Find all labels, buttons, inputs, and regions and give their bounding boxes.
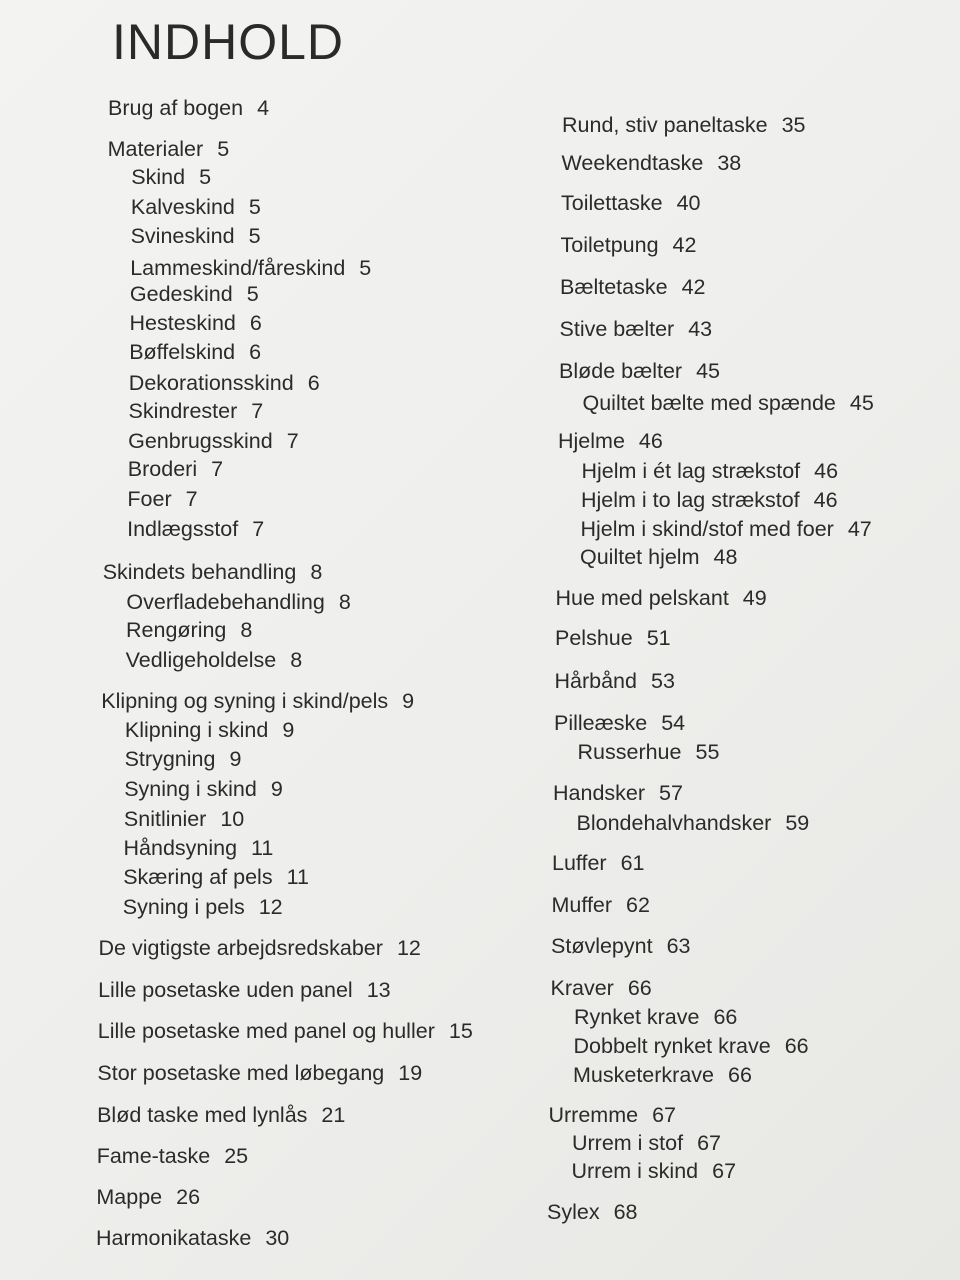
toc-page-number: 46 [814,459,839,483]
toc-entry-title: Quiltet bælte med spænde [582,391,836,415]
toc-entry-title: Hjelm i to lag strækstof [581,488,800,512]
toc-page-number: 25 [224,1144,249,1168]
toc-entry-title: Genbrugsskind [128,429,273,453]
toc-entry-title: Overfladebehandling [126,590,325,614]
toc-page-number: 42 [672,233,697,257]
toc-page-number: 57 [659,781,683,805]
toc-entry-title: Snitlinier [123,807,207,831]
toc-entry [561,232,697,258]
toc-entry [560,274,705,300]
toc-page-number: 67 [652,1103,677,1127]
toc-entry-title: Rund, stiv paneltaske [562,113,768,137]
toc-page-number: 45 [849,391,874,415]
toc-entry-title: Håndsyning [123,836,238,860]
toc-entry-title: Hårbånd [554,669,637,693]
toc-entry-title: De vigtigste arbejdsredskaber [98,936,383,960]
toc-page-number: 5 [248,195,261,219]
toc-entry [551,975,652,1001]
toc-entry [556,585,767,611]
toc-entry-title: Hjelm i ét lag strækstof [581,459,801,483]
toc-entry-title: Skind [131,165,186,189]
toc-page-number: 63 [666,934,691,958]
toc-entry-title: Dekorationsskind [128,371,294,395]
toc-entry-title: Handsker [553,781,646,805]
toc-entry-title: Fame-taske [96,1144,211,1168]
toc-page-number: 42 [681,275,706,299]
toc-entry-title: Foer [127,487,172,511]
toc-page-number: 55 [695,740,720,764]
toc-entry-title: Muffer [551,893,613,917]
toc-entry [555,668,675,694]
toc-page-number: 66 [627,976,652,1000]
toc-entry [558,428,663,454]
toc-entry [547,1199,638,1225]
toc-entry-title: Urremme [548,1103,639,1127]
toc-entry-title: Skindrester [128,399,238,423]
toc-page-number: 12 [396,936,421,960]
toc-subentry [572,1130,721,1156]
toc-page-number: 12 [258,895,283,919]
toc-entry [555,625,671,651]
toc-subentry [574,1004,737,1030]
toc-page-number: 26 [176,1185,201,1209]
toc-page-number: 4 [257,96,270,120]
toc-page-number: 49 [742,586,767,610]
toc-entry-title: Skindets behandling [102,560,297,584]
toc-subentry [581,487,838,513]
toc-page-number: 8 [290,648,303,672]
toc-page-number: 21 [321,1103,346,1127]
toc-page-number: 19 [398,1061,423,1085]
toc-page-number: 5 [217,137,230,161]
toc-page-number: 61 [620,851,645,875]
toc-entry-title: Klipning og syning i skind/pels [101,689,389,713]
toc-page-number: 6 [249,340,262,364]
toc-entry-title: Skæring af pels [123,865,273,889]
toc-page-number: 53 [650,669,675,693]
toc-page-number: 66 [784,1034,809,1058]
toc-page-number: 10 [220,807,245,831]
toc-entry [559,358,720,384]
toc-subentry [572,1158,737,1184]
toc-entry [562,112,805,138]
toc-entry-title: Stive bælter [559,317,675,341]
toc-entry-title: Rengøring [126,618,227,642]
toc-entry-title: Pelshue [555,626,633,650]
toc-entry-title: Hue med pelskant [555,586,729,610]
toc-entry-title: Kraver [550,976,614,1000]
toc-entry [560,316,713,342]
toc-page-number: 5 [246,282,259,306]
toc-entry-title: Materialer [107,137,204,161]
toc-page-number: 66 [728,1063,752,1087]
toc-page-number: 8 [338,590,351,614]
toc-entry-title: Sylex [547,1200,600,1224]
toc-page-number: 5 [248,224,261,248]
toc-page-number: 9 [282,718,295,742]
toc-entry-title: Syning i skind [124,777,257,801]
toc-entry-title: Russerhue [577,740,682,764]
toc-page-number: 8 [240,618,253,642]
toc-page-number: 9 [402,689,415,713]
toc-page-number: 46 [638,429,663,453]
toc-entry [554,710,685,736]
toc-entry-title: Lille posetaske med panel og huller [97,1019,435,1043]
toc-page-number: 51 [646,626,671,650]
toc-entry-title: Toilettaske [561,191,663,215]
toc-entry-title: Blondehalvhandsker [576,811,772,835]
toc-entry-title: Støvlepynt [551,934,653,958]
toc-page-number: 5 [199,165,212,189]
toc-page-number: 66 [713,1005,738,1029]
toc-page-number: 67 [712,1159,737,1183]
toc-entry-title: Bløde bælter [559,359,683,383]
toc-subentry [580,544,737,570]
toc-entry-title: Svineskind [130,224,235,248]
toc-page-number: 54 [661,711,686,735]
toc-subentry [582,458,839,484]
toc-entry-title: Weekendtaske [561,151,704,175]
toc-subentry [574,1033,809,1059]
toc-entry-title: Urrem i stof [572,1131,684,1155]
toc-entry-title: Lammeskind/fåreskind [130,256,346,280]
toc-page-number: 15 [448,1019,473,1043]
toc-entry-title: Broderi [127,457,198,481]
toc-page-number: 46 [813,488,838,512]
toc-entry [552,850,645,876]
toc-entry-title: Lille posetaske uden panel [98,978,353,1002]
toc-entry-title: Harmonikataske [96,1226,252,1250]
toc-entry-title: Brug af bogen [108,96,244,120]
toc-page-number: 7 [252,517,265,541]
toc-entry-title: Syning i pels [122,895,245,919]
toc-page-number: 13 [366,978,391,1002]
toc-entry [561,190,701,216]
toc-page-number: 5 [359,256,372,280]
toc-entry-title: Dobbelt rynket krave [573,1034,771,1058]
toc-page-number: 59 [785,811,810,835]
toc-page-number: 7 [251,399,264,423]
toc-subentry [583,390,874,416]
toc-entry-title: Bøffelskind [129,340,236,364]
toc-page-number: 7 [211,457,224,481]
toc-entry-title: Musketerkrave [573,1063,714,1087]
toc-page-number: 48 [713,545,738,569]
toc-subentry [578,739,720,765]
toc-entry [551,933,691,959]
toc-page-number: 11 [251,836,274,860]
toc-entry-title: Kalveskind [130,195,235,219]
toc-subentry [581,516,872,542]
toc-entry-title: Stor posetaske med løbegang [97,1061,385,1085]
toc-entry-title: Gedeskind [129,282,233,306]
toc-entry-title: Blød taske med lynlås [97,1103,308,1127]
toc-page-number: 11 [286,865,309,889]
toc-entry-title: Vedligeholdelse [125,648,277,672]
toc-page-number: 35 [781,113,806,137]
toc-page-number: 67 [697,1131,722,1155]
toc-page-number: 40 [676,191,701,215]
toc-entry-title: Urrem i skind [571,1159,699,1183]
toc-entry-title: Indlægsstof [127,517,239,541]
toc-entry-title: Hjelme [558,429,625,453]
toc-entry [549,1102,677,1128]
toc-page-number: 7 [185,487,198,511]
toc-page-number: 30 [265,1226,290,1250]
toc-subentry [573,1062,752,1088]
toc-entry-title: Hesteskind [129,311,236,335]
toc-page-number: 9 [229,747,242,771]
toc-entry-title: Mappe [96,1185,163,1209]
toc-entry-title: Toiletpung [560,233,659,257]
toc-page-number: 8 [310,560,323,584]
toc-entry-title: Strygning [124,747,216,771]
toc-page-number: 38 [717,151,742,175]
toc-entry [553,780,683,806]
toc-entry [552,892,650,918]
toc-entry-title: Hjelm i skind/stof med foer [580,517,834,541]
toc-page-number: 6 [249,311,262,335]
toc-page-number: 45 [696,359,721,383]
toc-page-number: 43 [688,317,713,341]
toc-page-number: 68 [613,1200,638,1224]
toc-page-number: 47 [847,517,872,541]
toc-page-number: 62 [626,893,650,917]
toc-entry-title: Rynket krave [574,1005,700,1029]
toc-page-number: 7 [286,429,299,453]
toc-entry-title: Bæltetaske [560,275,668,299]
page-title: INDHOLD [112,14,345,70]
toc-entry [562,150,742,176]
toc-entry-title: Luffer [552,851,607,875]
toc-subentry [577,810,810,836]
toc-page-number: 6 [307,371,320,395]
toc-page-number: 9 [270,777,283,801]
toc-entry-title: Quiltet hjelm [580,545,700,569]
toc-entry-title: Klipning i skind [124,718,269,742]
toc-entry-title: Pilleæske [554,711,648,735]
